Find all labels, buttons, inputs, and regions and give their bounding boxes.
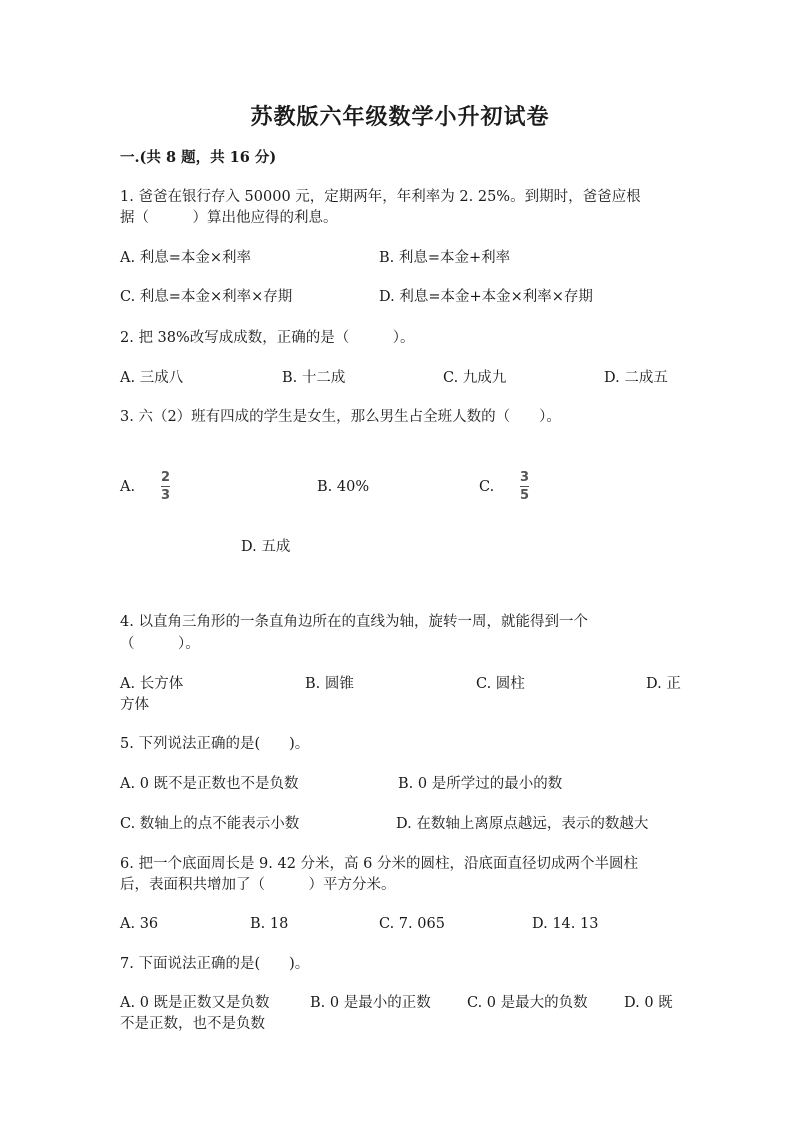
question-2-option-b: B. 十二成 bbox=[282, 370, 346, 386]
question-1-option-d: D. 利息=本金+本金×利率×存期 bbox=[379, 289, 593, 305]
question-6-option-d: D. 14. 13 bbox=[532, 916, 599, 932]
question-2-option-d: D. 二成五 bbox=[604, 370, 668, 386]
question-6-option-c: C. 7. 065 bbox=[379, 916, 445, 932]
question-6-option-a: A. 36 bbox=[120, 916, 159, 932]
question-2-option-c: C. 九成九 bbox=[443, 370, 507, 386]
question-7-option-a: A. 0 既是正数又是负数 bbox=[120, 995, 270, 1011]
fraction-bar bbox=[520, 486, 529, 487]
question-4-option-d-wrap: 方体 bbox=[120, 697, 149, 713]
page-title: 苏教版六年级数学小升初试卷 bbox=[250, 104, 550, 130]
fraction-denominator: 3 bbox=[161, 488, 171, 503]
question-1-stem-line2: 据（ ）算出他应得的利息。 bbox=[120, 210, 338, 226]
question-4-option-b: B. 圆锥 bbox=[305, 676, 354, 692]
question-3-option-d: D. 五成 bbox=[241, 539, 291, 555]
question-3-option-b: B. 40% bbox=[317, 479, 370, 495]
question-7-option-b: B. 0 是最小的正数 bbox=[310, 995, 431, 1011]
question-5-option-c: C. 数轴上的点不能表示小数 bbox=[120, 816, 300, 832]
question-1-option-a: A. 利息=本金×利率 bbox=[120, 250, 251, 266]
question-4-option-c: C. 圆柱 bbox=[476, 676, 525, 692]
question-6-option-b: B. 18 bbox=[250, 916, 289, 932]
question-1-option-c: C. 利息=本金×利率×存期 bbox=[120, 289, 293, 305]
question-3-option-c-fraction bbox=[520, 471, 529, 503]
question-4-option-d: D. 正 bbox=[646, 676, 681, 692]
question-5-option-a: A. 0 既不是正数也不是负数 bbox=[120, 776, 299, 792]
question-6-stem-line2: 后，表面积共增加了（ ）平方分米。 bbox=[120, 877, 396, 893]
question-5-stem: 5. 下列说法正确的是( )。 bbox=[120, 736, 310, 752]
question-7-stem: 7. 下面说法正确的是( )。 bbox=[120, 956, 310, 972]
question-4-stem-line2: （ ）。 bbox=[120, 636, 200, 652]
question-3-option-a-fraction bbox=[161, 471, 170, 503]
question-4-option-a: A. 长方体 bbox=[120, 676, 184, 692]
fraction-bar bbox=[161, 486, 170, 487]
question-2-option-a: A. 三成八 bbox=[120, 370, 184, 386]
question-5-option-d: D. 在数轴上离原点越远，表示的数越大 bbox=[396, 816, 649, 832]
fraction-numerator: 2 bbox=[161, 470, 171, 485]
fraction-denominator: 5 bbox=[520, 488, 530, 503]
question-1-option-b: B. 利息=本金+利率 bbox=[379, 250, 511, 266]
question-7-option-d: D. 0 既 bbox=[624, 995, 673, 1011]
question-3-option-a-label: A. bbox=[120, 479, 136, 495]
question-2-stem: 2. 把 38%改写成成数，正确的是（ ）。 bbox=[120, 330, 415, 346]
question-4-stem-line1: 4. 以直角三角形的一条直角边所在的直线为轴，旋转一周，就能得到一个 bbox=[120, 614, 588, 630]
question-7-option-c: C. 0 是最大的负数 bbox=[467, 995, 588, 1011]
question-3-stem: 3. 六（2）班有四成的学生是女生，那么男生占全班人数的（ ）。 bbox=[120, 409, 561, 425]
question-6-stem-line1: 6. 把一个底面周长是 9. 42 分米，高 6 分米的圆柱，沿底面直径切成两个半圆柱 bbox=[120, 856, 638, 872]
section-heading: 一.(共 8 题，共 16 分) bbox=[120, 149, 277, 166]
question-3-option-c-label: C. bbox=[479, 479, 495, 495]
question-1-stem-line1: 1. 爸爸在银行存入 50000 元，定期两年，年利率为 2. 25%。到期时，爸爸应根 bbox=[120, 189, 641, 205]
question-7-option-d-wrap: 不是正数，也不是负数 bbox=[120, 1016, 265, 1032]
fraction-numerator: 3 bbox=[520, 470, 530, 485]
question-5-option-b: B. 0 是所学过的最小的数 bbox=[398, 776, 563, 792]
